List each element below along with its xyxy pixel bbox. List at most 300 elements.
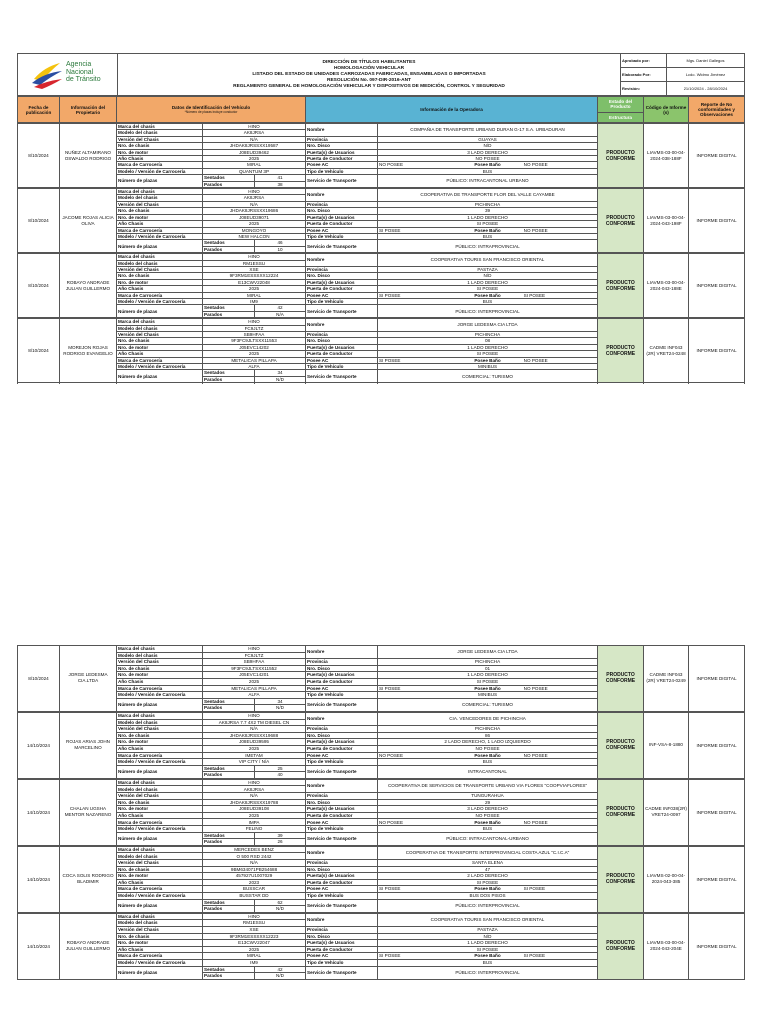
servicio-label: Servicio de Transporte — [306, 832, 378, 845]
puertas-usuarios-label: Puerta(s) de Usuarios — [306, 806, 378, 813]
puertas-usuarios-label: Puerta(s) de Usuarios — [306, 149, 378, 155]
version-chasis-label: Versión del Chasis — [117, 726, 203, 733]
nro-chasis-value: 9F3RM1ESSSXX12224 — [203, 273, 306, 279]
ac-bano-cell — [378, 819, 598, 826]
modelo-carroceria-label: Modelo / Versión de Carrocería — [117, 233, 203, 239]
anio-chasis-value: 2025 — [203, 946, 306, 953]
modelo-chasis-value: RM1ESSU — [203, 260, 306, 266]
ac-bano-split — [379, 686, 596, 691]
marca-carroceria-label: Marca de Carrocería — [117, 886, 203, 893]
nombre-label: Nombre — [306, 319, 378, 332]
ant-logo — [30, 59, 118, 91]
col-vehiculo-note: *Número de plazas incluye conductor — [184, 109, 238, 114]
version-chasis-value: N/A — [203, 860, 306, 867]
posee-ac-value: NO POSEE — [379, 162, 404, 168]
tipo-vehiculo-value: BUS — [378, 759, 598, 766]
servicio-label: Servicio de Transporte — [306, 899, 378, 912]
observaciones: INFORME DIGITAL — [689, 779, 745, 845]
modelo-chasis-value: FC9JLTZ — [203, 652, 306, 659]
puerta-conductor-label: Puerta de Conductor — [306, 812, 378, 819]
nro-chasis-value: JHDAK8JRSSXX19587 — [203, 143, 306, 149]
nro-disco-label: Nro. Disco — [306, 933, 378, 940]
posee-ac-value: NO POSEE — [379, 819, 404, 825]
document-title — [118, 54, 621, 96]
ac-bano-cell — [378, 357, 598, 363]
servicio-label: Servicio de Transporte — [306, 966, 378, 979]
nro-motor-value: 457927U1007029 — [203, 873, 306, 880]
version-chasis-value: N/A — [203, 201, 306, 207]
num-plazas-label: Número de plazas — [117, 832, 203, 845]
posee-ac-label: Posee AC — [306, 227, 378, 233]
marca-carroceria-label: Marca de Carrocería — [117, 819, 203, 826]
marca-chasis-label: Marca del chasis — [117, 254, 203, 260]
marca-carroceria-label: Marca de Carrocería — [117, 292, 203, 298]
puerta-conductor-value: NO POSEE — [378, 812, 598, 819]
marca-carroceria-value: MIRAL — [203, 953, 306, 960]
nombre-operadora: COOPERATIVA DE TRANSPORTE FLOR DEL VALLE CAYAMBE — [378, 189, 598, 202]
sentados-label: Sentados — [203, 305, 255, 311]
ac-bano-split — [379, 886, 596, 891]
posee-ac-label: Posee AC — [306, 685, 378, 692]
record-block — [17, 913, 745, 980]
parados-label: Parados — [203, 906, 255, 913]
nombre-label: Nombre — [306, 712, 378, 725]
modelo-carroceria-value: QUANTUM 3P — [203, 168, 306, 174]
modelo-chasis-value: FC9JLTZ — [203, 325, 306, 331]
nro-disco-value: 08 — [378, 338, 598, 344]
modelo-chasis-label: Modelo del chasis — [117, 853, 203, 860]
puerta-conductor-label: Puerta de Conductor — [306, 745, 378, 752]
logo-cell — [18, 54, 118, 96]
anio-chasis-value: 2025 — [203, 351, 306, 357]
version-chasis-label: Versión del Chasis — [117, 332, 203, 338]
posee-ac-value: SI POSEE — [379, 886, 401, 892]
version-chasis-value: N/A — [203, 136, 306, 142]
estado-producto: PRODUCTO CONFORME — [598, 189, 644, 253]
ac-bano-cell — [378, 227, 598, 233]
nro-disco-label: Nro. Disco — [306, 338, 378, 344]
nombre-operadora: JORGE LEDESMA CIA LTDA — [378, 646, 598, 659]
provincia-label: Provincia — [306, 926, 378, 933]
title-line: HOMOLOGACIÓN VEHICULAR — [333, 65, 405, 71]
modelo-carroceria-value: FELINO — [203, 826, 306, 833]
parados-value: 26 — [255, 839, 306, 846]
prepared-by-value: Lcdo. Widmo Jiménez — [667, 68, 745, 82]
anio-chasis-label: Año Chasis — [117, 879, 203, 886]
provincia-label: Provincia — [306, 659, 378, 666]
tipo-vehiculo-label: Tipo de Vehículo — [306, 692, 378, 699]
estado-producto: PRODUCTO CONFORME — [598, 319, 644, 383]
ac-bano-cell — [378, 685, 598, 692]
tipo-vehiculo-label: Tipo de Vehículo — [306, 826, 378, 833]
marca-chasis-label: Marca del chasis — [117, 124, 203, 130]
record-block — [17, 779, 745, 846]
nro-motor-label: Nro. de motor — [117, 279, 203, 285]
nro-motor-label: Nro. de motor — [117, 940, 203, 947]
puertas-usuarios-value: 2 LADO DERECHO, 1 LADO IZQUIERDO — [378, 739, 598, 746]
posee-ac-value: SI POSEE — [379, 685, 401, 691]
observaciones: INFORME DIGITAL — [689, 712, 745, 778]
approved-by-label: Aprobado por: — [621, 54, 667, 68]
marca-chasis-label: Marca del chasis — [117, 913, 203, 920]
nro-chasis-value: JHDAK8JRSSXX19688 — [203, 732, 306, 739]
num-plazas-label: Número de plazas — [117, 698, 203, 711]
puerta-conductor-label: Puerta de Conductor — [306, 221, 378, 227]
nro-chasis-label: Nro. de chasis — [117, 338, 203, 344]
observaciones: INFORME DIGITAL — [689, 646, 745, 712]
servicio-label: Servicio de Transporte — [306, 240, 378, 253]
num-plazas-label: Número de plazas — [117, 370, 203, 383]
puertas-usuarios-label: Puerta(s) de Usuarios — [306, 279, 378, 285]
marca-carroceria-value: METALICAS PILLAPA — [203, 685, 306, 692]
ac-bano-split — [379, 293, 596, 298]
propietario: CHALAN UGSHA MENTOR NAZARENO — [60, 779, 117, 845]
posee-bano-label: Posee Baño — [474, 292, 501, 298]
marca-carroceria-value: IMPA — [203, 819, 306, 826]
puertas-usuarios-label: Puerta(s) de Usuarios — [306, 344, 378, 350]
num-plazas-label: Número de plazas — [117, 966, 203, 979]
nro-disco-label: Nro. Disco — [306, 665, 378, 672]
posee-bano-value: NO POSEE — [523, 819, 548, 825]
version-chasis-value: N/A — [203, 793, 306, 800]
posee-ac-value: NO POSEE — [379, 752, 404, 758]
modelo-chasis-value: AK8JRSA 7.7 4X2 TM DIESEL CN — [203, 719, 306, 726]
version-chasis-value: N/A — [203, 726, 306, 733]
col-fecha: Fecha de publicación — [18, 97, 60, 123]
puertas-usuarios-value: 1 LADO DERECHO — [378, 214, 598, 220]
title-line: LISTADO DEL ESTADO DE UNIDADES CARROZADAS FABRICADAS, ENSAMBLADAS O IMPORTADAS — [252, 71, 486, 77]
codigo-informe: INF-VSA-8-1880 — [644, 712, 689, 778]
tipo-vehiculo-value: BUS DOS PISOS — [378, 892, 598, 899]
col-propietario: Información del Propietario — [60, 97, 117, 123]
servicio-value: PÚBLICO: INTRACANTONAL-URBANO — [378, 832, 598, 845]
codigo-informe: LIAVMS-03-00-04-2024-043-198F — [644, 189, 689, 253]
modelo-chasis-value: AK8JRSA — [203, 130, 306, 136]
posee-bano-label: Posee Baño — [474, 819, 501, 825]
sentados-value: 62 — [255, 899, 306, 906]
posee-ac-value: SI POSEE — [379, 357, 401, 363]
fecha-publicacion: 14/10/2024 — [18, 913, 60, 979]
col-estructura: Estructura — [598, 112, 644, 122]
marca-carroceria-label: Marca de Carrocería — [117, 685, 203, 692]
ac-bano-split — [379, 820, 596, 825]
tipo-vehiculo-value: MINIBUS — [378, 364, 598, 370]
nro-chasis-value: JHDAK8JRSSXX19788 — [203, 799, 306, 806]
marca-chasis-value: HINO — [203, 319, 306, 325]
parados-value: N/A — [255, 311, 306, 317]
posee-ac-label: Posee AC — [306, 292, 378, 298]
nombre-operadora: COOPERATIVA DE SERVICIOS DE TRANSPORTE URBANO VIA FLORES "COOPVIAFLORES" — [378, 779, 598, 792]
nro-chasis-value: JHDAK8JRSSXX19686 — [203, 208, 306, 214]
parados-label: Parados — [203, 705, 255, 712]
nombre-label: Nombre — [306, 779, 378, 792]
modelo-chasis-label: Modelo del chasis — [117, 195, 203, 201]
estado-producto: PRODUCTO CONFORME — [598, 254, 644, 318]
provincia-label: Provincia — [306, 266, 378, 272]
servicio-label: Servicio de Transporte — [306, 765, 378, 778]
puerta-conductor-value: SI POSEE — [378, 678, 598, 685]
agency-line-3: de Tránsito — [66, 76, 101, 83]
num-plazas-label: Número de plazas — [117, 765, 203, 778]
col-vehiculo-label: Datos de Identificación del Vehículo — [171, 104, 251, 110]
parados-value: N/D — [255, 376, 306, 382]
version-chasis-label: Versión del Chasis — [117, 659, 203, 666]
records-page-1 — [17, 123, 744, 383]
servicio-value: COMERCIAL: TURISMO — [378, 370, 598, 383]
nro-motor-value: J08EUD39462 — [203, 149, 306, 155]
sentados-value: 46 — [255, 240, 306, 246]
anio-chasis-label: Año Chasis — [117, 812, 203, 819]
tipo-vehiculo-label: Tipo de Vehículo — [306, 233, 378, 239]
parados-label: Parados — [203, 973, 255, 980]
parados-value: 10 — [255, 246, 306, 252]
nro-disco-value: N/D — [378, 273, 598, 279]
anio-chasis-label: Año Chasis — [117, 678, 203, 685]
marca-chasis-value: HINO — [203, 913, 306, 920]
provincia-value: PICHINCHA — [378, 659, 598, 666]
sentados-label: Sentados — [203, 175, 255, 181]
marca-carroceria-label: Marca de Carrocería — [117, 162, 203, 168]
sentados-value: 39 — [255, 832, 306, 839]
sentados-label: Sentados — [203, 240, 255, 246]
record-block — [17, 645, 745, 712]
marca-chasis-value: HINO — [203, 189, 306, 195]
estado-producto: PRODUCTO CONFORME — [598, 124, 644, 188]
nro-disco-value: 47 — [378, 866, 598, 873]
nro-motor-value: J05EVC14202 — [203, 344, 306, 350]
fecha-publicacion: 8/10/2024 — [18, 124, 60, 188]
version-chasis-value: SB9HFAA — [203, 332, 306, 338]
anio-chasis-label: Año Chasis — [117, 745, 203, 752]
version-chasis-label: Versión del Chasis — [117, 266, 203, 272]
puerta-conductor-label: Puerta de Conductor — [306, 946, 378, 953]
nro-chasis-label: Nro. de chasis — [117, 732, 203, 739]
puerta-conductor-value: NO POSEE — [378, 745, 598, 752]
nro-motor-label: Nro. de motor — [117, 214, 203, 220]
ac-bano-split — [379, 953, 596, 958]
posee-bano-label: Posee Baño — [474, 162, 501, 168]
agency-line-1: Agencia — [66, 61, 92, 68]
parados-label: Parados — [203, 181, 255, 187]
nro-disco-label: Nro. Disco — [306, 143, 378, 149]
nro-disco-value: N/D — [378, 143, 598, 149]
ac-bano-cell — [378, 953, 598, 960]
modelo-carroceria-label: Modelo / Versión de Carrocería — [117, 759, 203, 766]
observaciones: INFORME DIGITAL — [689, 124, 745, 188]
sentados-label: Sentados — [203, 765, 255, 772]
nro-motor-label: Nro. de motor — [117, 873, 203, 880]
parados-value: N/D — [255, 705, 306, 712]
tipo-vehiculo-label: Tipo de Vehículo — [306, 298, 378, 304]
nombre-label: Nombre — [306, 254, 378, 267]
posee-bano-label: Posee Baño — [474, 886, 501, 892]
record-block — [17, 712, 745, 779]
sentados-value: 41 — [255, 175, 306, 181]
marca-chasis-value: HINO — [203, 124, 306, 130]
tipo-vehiculo-label: Tipo de Vehículo — [306, 168, 378, 174]
marca-chasis-value: HINO — [203, 646, 306, 653]
col-estado: Estado del Producto — [598, 97, 644, 113]
estado-producto: PRODUCTO CONFORME — [598, 646, 644, 712]
puertas-usuarios-value: 1 LADO DERECHO — [378, 672, 598, 679]
observaciones: INFORME DIGITAL — [689, 254, 745, 318]
puerta-conductor-value: SI POSEE — [378, 221, 598, 227]
nro-disco-label: Nro. Disco — [306, 866, 378, 873]
marca-carroceria-label: Marca de Carrocería — [117, 357, 203, 363]
modelo-carroceria-label: Modelo / Versión de Carrocería — [117, 826, 203, 833]
record-block — [17, 188, 745, 253]
codigo-informe: CADME INF043 (2R) VRET24-0249 — [644, 646, 689, 712]
marca-carroceria-label: Marca de Carrocería — [117, 752, 203, 759]
marca-carroceria-value: MIRAL — [203, 162, 306, 168]
anio-chasis-label: Año Chasis — [117, 286, 203, 292]
marca-chasis-value: HINO — [203, 779, 306, 786]
codigo-informe: LIAVMS-03-00-04-2024-043-188E — [644, 254, 689, 318]
propietario: ROBAYO ANDRADE JULIAN GUILLERMO — [60, 254, 117, 318]
estado-producto: PRODUCTO CONFORME — [598, 913, 644, 979]
marca-chasis-value: MERCEDES BENZ — [203, 846, 306, 853]
record-block — [17, 318, 745, 383]
sentados-value: 42 — [255, 305, 306, 311]
ac-bano-split — [379, 753, 596, 758]
nombre-operadora: CIA. VENCEDORES DE PICHINCHA — [378, 712, 598, 725]
posee-ac-value: SI POSEE — [379, 227, 401, 233]
modelo-carroceria-label: Modelo / Versión de Carrocería — [117, 168, 203, 174]
approved-by-value: Mgs. Daniel Gallegos — [667, 54, 745, 68]
anio-chasis-value: 2025 — [203, 812, 306, 819]
marca-chasis-label: Marca del chasis — [117, 646, 203, 653]
modelo-carroceria-label: Modelo / Versión de Carrocería — [117, 892, 203, 899]
posee-bano-value: SI POSEE — [523, 292, 546, 298]
nro-disco-label: Nro. Disco — [306, 732, 378, 739]
servicio-label: Servicio de Transporte — [306, 175, 378, 188]
puertas-usuarios-label: Puerta(s) de Usuarios — [306, 739, 378, 746]
ac-bano-cell — [378, 886, 598, 893]
tipo-vehiculo-value: MINIBUS — [378, 692, 598, 699]
marca-chasis-label: Marca del chasis — [117, 189, 203, 195]
provincia-label: Provincia — [306, 860, 378, 867]
servicio-value: PÚBLICO: INTERPROVINCIAL — [378, 305, 598, 318]
nro-chasis-value: 9F3FC9JLTSXX11553 — [203, 338, 306, 344]
puertas-usuarios-value: 3 LADO DERECHO — [378, 806, 598, 813]
sentados-label: Sentados — [203, 966, 255, 973]
document-header — [17, 53, 745, 96]
prepared-by-label: Elaborado Por: — [621, 68, 667, 82]
parados-label: Parados — [203, 839, 255, 846]
posee-bano-value: NO POSEE — [523, 685, 548, 691]
servicio-label: Servicio de Transporte — [306, 698, 378, 711]
estado-producto: PRODUCTO CONFORME — [598, 779, 644, 845]
modelo-chasis-label: Modelo del chasis — [117, 130, 203, 136]
modelo-chasis-label: Modelo del chasis — [117, 325, 203, 331]
nro-motor-value: J05EVC14201 — [203, 672, 306, 679]
nro-chasis-label: Nro. de chasis — [117, 799, 203, 806]
version-chasis-value: SB9HFAA — [203, 659, 306, 666]
nro-disco-label: Nro. Disco — [306, 208, 378, 214]
provincia-label: Provincia — [306, 726, 378, 733]
nro-motor-label: Nro. de motor — [117, 739, 203, 746]
col-vehiculo — [117, 97, 306, 123]
marca-carroceria-value: METALICAS PILLAPA — [203, 357, 306, 363]
col-codigo: Código de Informe (s) — [644, 97, 689, 123]
parados-value: 40 — [255, 772, 306, 779]
servicio-value: PÚBLICO: INTERPROVINCIAL — [378, 966, 598, 979]
puertas-usuarios-label: Puerta(s) de Usuarios — [306, 873, 378, 880]
puertas-usuarios-label: Puerta(s) de Usuarios — [306, 214, 378, 220]
nro-motor-value: E13CWV22048 — [203, 279, 306, 285]
marca-chasis-label: Marca del chasis — [117, 319, 203, 325]
modelo-chasis-value: AK8JRSA — [203, 195, 306, 201]
posee-ac-value: SI POSEE — [379, 953, 401, 959]
ecuador-flag-icon — [30, 59, 64, 89]
posee-bano-value: NO POSEE — [523, 752, 548, 758]
servicio-label: Servicio de Transporte — [306, 370, 378, 383]
estado-producto: PRODUCTO CONFORME — [598, 846, 644, 912]
fecha-publicacion: 14/10/2024 — [18, 846, 60, 912]
sentados-value: 34 — [255, 370, 306, 376]
servicio-value: COMERCIAL: TURISMO — [378, 698, 598, 711]
page-1 — [17, 53, 744, 383]
puertas-usuarios-value: 1 LADO DERECHO — [378, 940, 598, 947]
posee-ac-label: Posee AC — [306, 819, 378, 826]
parados-label: Parados — [203, 311, 255, 317]
title-line: RESOLUCIÓN No. 097-DIR-2016-ANT — [327, 77, 411, 83]
anio-chasis-value: 2025 — [203, 286, 306, 292]
parados-value: N/D — [255, 973, 306, 980]
modelo-chasis-label: Modelo del chasis — [117, 260, 203, 266]
nro-motor-label: Nro. de motor — [117, 672, 203, 679]
nro-chasis-label: Nro. de chasis — [117, 143, 203, 149]
tipo-vehiculo-label: Tipo de Vehículo — [306, 759, 378, 766]
posee-ac-label: Posee AC — [306, 953, 378, 960]
agency-name — [66, 61, 101, 84]
page-2 — [17, 645, 744, 980]
record-block — [17, 253, 745, 318]
nro-chasis-label: Nro. de chasis — [117, 273, 203, 279]
column-headers — [17, 96, 745, 123]
col-operadora: Información de la Operadora — [306, 97, 598, 123]
tipo-vehiculo-value: BUS — [378, 959, 598, 966]
modelo-carroceria-label: Modelo / Versión de Carrocería — [117, 298, 203, 304]
codigo-informe: CADME INF038(2R) VRET24-0097 — [644, 779, 689, 845]
title-line: DIRECCIÓN DE TÍTULOS HABILITANTES — [322, 59, 416, 65]
modelo-carroceria-value: IM9 — [203, 298, 306, 304]
nombre-operadora: COOPERATIVA TOURIS SAN FRANCISCO ORIENTAL — [378, 913, 598, 926]
puerta-conductor-label: Puerta de Conductor — [306, 351, 378, 357]
nro-motor-value: J08EUD39108 — [203, 806, 306, 813]
nombre-operadora: COOPERATIVA TOURIS SAN FRANCISCO ORIENTAL — [378, 254, 598, 267]
anio-chasis-value: 2025 — [203, 221, 306, 227]
version-chasis-label: Versión del Chasis — [117, 793, 203, 800]
sentados-label: Sentados — [203, 370, 255, 376]
version-chasis-label: Versión del Chasis — [117, 860, 203, 867]
servicio-value: PÚBLICO: INTRACANTONAL URBANO — [378, 175, 598, 188]
modelo-carroceria-value: IM9 — [203, 959, 306, 966]
posee-bano-label: Posee Baño — [474, 357, 501, 363]
puerta-conductor-value: SI POSEE — [378, 879, 598, 886]
marca-carroceria-label: Marca de Carrocería — [117, 953, 203, 960]
nombre-label: Nombre — [306, 189, 378, 202]
provincia-value: PICHINCHA — [378, 201, 598, 207]
provincia-label: Provincia — [306, 136, 378, 142]
marca-carroceria-value: BUSSCAR — [203, 886, 306, 893]
fecha-publicacion: 8/10/2024 — [18, 319, 60, 383]
num-plazas-label: Número de plazas — [117, 240, 203, 253]
tipo-vehiculo-label: Tipo de Vehículo — [306, 959, 378, 966]
provincia-label: Provincia — [306, 793, 378, 800]
marca-carroceria-value: MIRAL — [203, 292, 306, 298]
title-line: REGLAMENTO GENERAL DE HOMOLOGACIÓN VEHICULAR Y DISPOSITIVOS DE MEDICIÓN, CONTROL Y SEGURIDAD — [233, 83, 505, 89]
